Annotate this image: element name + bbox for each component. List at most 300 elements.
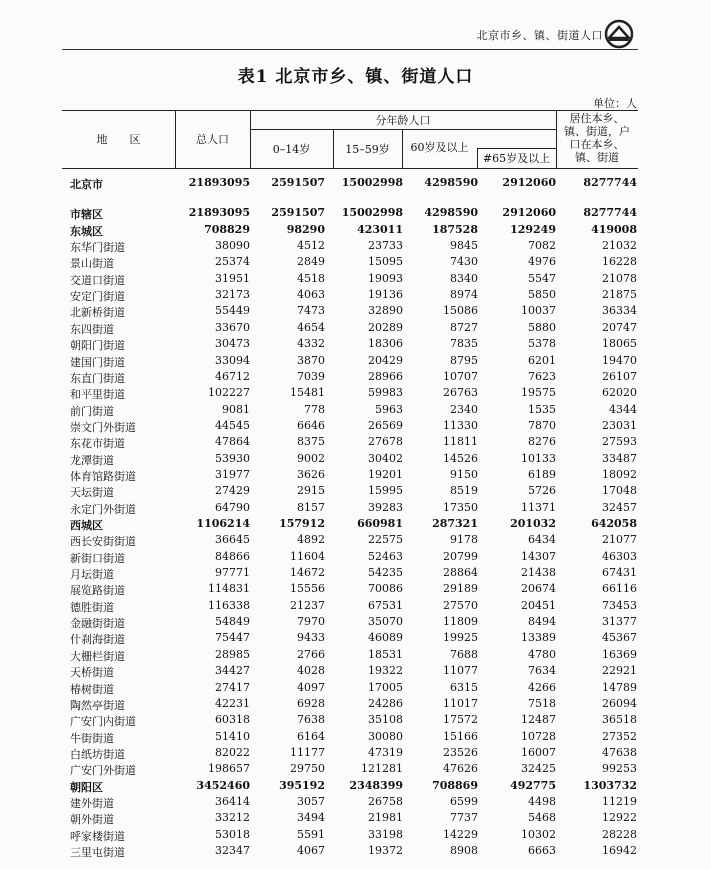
row-value-e: 26094 xyxy=(602,696,637,710)
row-area-name: 前门街道 xyxy=(70,404,114,418)
row-value-d: 7634 xyxy=(528,664,556,678)
row-value-e: 33487 xyxy=(602,451,637,465)
row-value-a: 778 xyxy=(304,402,325,416)
row-value-b: 30402 xyxy=(368,451,403,465)
row-value-a: 6164 xyxy=(297,729,325,743)
row-value-a: 98290 xyxy=(286,222,325,236)
row-value-a: 157912 xyxy=(279,517,325,530)
row-area-name: 广安门内街道 xyxy=(70,715,136,729)
row-value-c: 11330 xyxy=(443,418,478,432)
row-value-d: 16007 xyxy=(521,745,556,759)
row-area-name: 东华门街道 xyxy=(70,241,125,255)
publication-logo-icon xyxy=(604,19,634,49)
row-area-name: 陶然亭街道 xyxy=(70,698,125,712)
col-header-age-0-14: 0–14岁 xyxy=(272,143,311,156)
row-value-d: 7870 xyxy=(528,418,556,432)
row-area-name: 天坛街道 xyxy=(70,486,114,500)
row-value-b: 18306 xyxy=(368,337,403,351)
row-value-d: 19575 xyxy=(521,386,556,400)
row-area-name: 大栅栏街道 xyxy=(70,649,125,663)
row-value-e: 16942 xyxy=(602,844,637,857)
row-value-total: 33670 xyxy=(215,320,250,334)
row-value-b: 15002998 xyxy=(341,206,403,220)
row-value-d: 4498 xyxy=(528,794,556,808)
row-area-name: 展览路街道 xyxy=(70,584,125,598)
row-value-a: 14672 xyxy=(290,566,325,580)
row-value-a: 395192 xyxy=(279,778,325,792)
row-value-b: 19093 xyxy=(368,271,403,285)
row-value-a: 3057 xyxy=(297,794,325,808)
row-value-b: 67531 xyxy=(368,598,403,612)
row-value-e: 21077 xyxy=(602,533,637,547)
row-value-e: 73453 xyxy=(602,598,637,612)
row-value-total: 33094 xyxy=(215,353,250,367)
row-value-total: 82022 xyxy=(215,745,250,759)
row-value-total: 64790 xyxy=(215,500,250,514)
row-value-a: 9002 xyxy=(297,451,325,465)
row-value-b: 18531 xyxy=(368,647,403,661)
row-value-c: 4298590 xyxy=(424,176,478,189)
row-value-total: 36414 xyxy=(215,794,250,808)
row-value-c: 8795 xyxy=(450,353,478,367)
row-value-d: 7623 xyxy=(528,369,556,383)
row-value-c: 8519 xyxy=(450,484,478,498)
row-value-a: 8157 xyxy=(297,500,325,514)
col-header-total: 总人口 xyxy=(196,133,229,146)
row-area-name: 天桥街道 xyxy=(70,666,114,680)
row-area-name: 三里屯街道 xyxy=(70,846,125,859)
row-value-c: 9845 xyxy=(450,239,478,253)
row-area-name: 建外街道 xyxy=(70,796,114,810)
row-value-b: 19136 xyxy=(368,288,403,302)
row-value-b: 54235 xyxy=(368,566,403,580)
row-value-e: 36518 xyxy=(602,713,637,727)
row-value-a: 7970 xyxy=(297,615,325,629)
row-value-c: 7430 xyxy=(450,255,478,269)
row-value-total: 97771 xyxy=(215,566,250,580)
row-value-e: 27352 xyxy=(602,729,637,743)
row-area-name: 东花市街道 xyxy=(70,437,125,451)
row-value-b: 59983 xyxy=(368,386,403,400)
running-header: 北京市乡、镇、街道人口 xyxy=(476,29,603,42)
row-value-c: 7737 xyxy=(450,811,478,825)
row-value-d: 5726 xyxy=(528,484,556,498)
row-value-a: 3870 xyxy=(297,353,325,367)
col-divider xyxy=(556,110,557,168)
row-value-b: 33198 xyxy=(368,827,403,841)
row-value-total: 60318 xyxy=(215,713,250,727)
row-value-d: 20451 xyxy=(521,598,556,612)
row-value-e: 18092 xyxy=(602,467,637,481)
subheader-rule xyxy=(477,148,556,149)
row-value-a: 6646 xyxy=(297,418,325,432)
row-value-e: 419008 xyxy=(591,222,637,236)
row-value-b: 27678 xyxy=(368,435,403,449)
col-header-age-group: 分年龄人口 xyxy=(375,114,431,127)
row-value-b: 19201 xyxy=(368,467,403,481)
row-value-total: 38090 xyxy=(215,239,250,253)
row-value-total: 3452460 xyxy=(196,778,250,792)
row-value-d: 10302 xyxy=(521,827,556,841)
row-value-c: 8727 xyxy=(450,320,478,334)
row-value-d: 32425 xyxy=(521,762,556,776)
row-value-c: 17572 xyxy=(443,713,478,727)
row-area-name: 交道口街道 xyxy=(70,273,125,287)
row-value-b: 19322 xyxy=(368,664,403,678)
row-value-b: 30080 xyxy=(368,729,403,743)
row-value-c: 29189 xyxy=(443,582,478,596)
row-value-c: 708869 xyxy=(432,778,478,792)
row-value-d: 21438 xyxy=(521,566,556,580)
row-value-a: 11177 xyxy=(290,745,325,759)
row-area-name: 西城区 xyxy=(70,519,103,532)
row-value-total: 30473 xyxy=(215,337,250,351)
row-area-name: 牛街街道 xyxy=(70,731,114,745)
table-title: 表1 北京市乡、镇、街道人口 xyxy=(237,67,474,87)
row-value-b: 35108 xyxy=(368,713,403,727)
table-top-rule xyxy=(62,110,638,111)
row-value-e: 8277744 xyxy=(583,206,637,220)
row-value-a: 7638 xyxy=(297,713,325,727)
row-value-b: 26569 xyxy=(368,418,403,432)
row-value-c: 9150 xyxy=(450,467,478,481)
row-area-name: 椿树街道 xyxy=(70,682,114,696)
table-header-bottom-rule xyxy=(62,168,638,169)
row-value-e: 28228 xyxy=(602,827,637,841)
row-area-name: 北京市 xyxy=(70,178,103,191)
row-value-e: 14789 xyxy=(602,680,637,694)
row-value-c: 6315 xyxy=(450,680,478,694)
row-value-e: 642058 xyxy=(591,517,637,530)
row-value-b: 70086 xyxy=(368,582,403,596)
row-value-c: 28864 xyxy=(443,566,478,580)
row-value-d: 11371 xyxy=(521,500,556,514)
row-value-b: 2348399 xyxy=(349,778,403,792)
row-value-c: 7688 xyxy=(450,647,478,661)
row-area-name: 什刹海街道 xyxy=(70,633,125,647)
row-value-c: 27570 xyxy=(443,598,478,612)
row-area-name: 和平里街道 xyxy=(70,388,125,402)
row-value-e: 1303732 xyxy=(583,778,637,792)
row-value-a: 15481 xyxy=(290,386,325,400)
row-value-d: 129249 xyxy=(510,222,556,236)
row-area-name: 广安门外街道 xyxy=(70,764,136,778)
row-area-name: 新街口街道 xyxy=(70,551,125,565)
row-value-b: 23733 xyxy=(368,239,403,253)
col-header-area: 地 区 xyxy=(96,133,141,146)
row-value-b: 47319 xyxy=(368,745,403,759)
row-area-name: 永定门外街道 xyxy=(70,502,136,516)
row-value-total: 33212 xyxy=(215,811,250,825)
row-value-c: 10707 xyxy=(443,369,478,383)
row-value-d: 7518 xyxy=(528,696,556,710)
row-value-a: 15556 xyxy=(290,582,325,596)
row-value-e: 11219 xyxy=(602,794,637,808)
row-value-e: 26107 xyxy=(602,369,637,383)
row-value-d: 5378 xyxy=(528,337,556,351)
row-value-e: 66116 xyxy=(602,582,637,596)
row-value-d: 10133 xyxy=(521,451,556,465)
row-value-c: 14526 xyxy=(443,451,478,465)
row-value-c: 19925 xyxy=(443,631,478,645)
row-value-a: 5591 xyxy=(297,827,325,841)
row-value-e: 36334 xyxy=(602,304,637,318)
row-value-total: 27417 xyxy=(215,680,250,694)
row-area-name: 呼家楼街道 xyxy=(70,829,125,843)
row-value-e: 12922 xyxy=(602,811,637,825)
row-value-d: 8276 xyxy=(528,435,556,449)
row-value-c: 15086 xyxy=(443,304,478,318)
row-value-c: 26763 xyxy=(443,386,478,400)
row-value-a: 11604 xyxy=(290,549,325,563)
row-value-a: 3626 xyxy=(297,467,325,481)
row-value-d: 5880 xyxy=(528,320,556,334)
row-value-b: 22575 xyxy=(368,533,403,547)
row-value-a: 2915 xyxy=(297,484,325,498)
row-value-c: 20799 xyxy=(443,549,478,563)
row-value-total: 51410 xyxy=(215,729,250,743)
row-area-name: 崇文门外街道 xyxy=(70,420,136,434)
row-area-name: 北新桥街道 xyxy=(70,306,125,320)
row-value-b: 121281 xyxy=(361,762,403,776)
row-value-a: 2766 xyxy=(297,647,325,661)
row-value-a: 4097 xyxy=(297,680,325,694)
row-value-d: 13389 xyxy=(521,631,556,645)
row-area-name: 龙潭街道 xyxy=(70,453,114,467)
row-value-d: 6189 xyxy=(528,467,556,481)
row-value-e: 62020 xyxy=(602,386,637,400)
row-area-name: 体育馆路街道 xyxy=(70,469,136,483)
row-value-total: 53930 xyxy=(215,451,250,465)
row-value-d: 6434 xyxy=(528,533,556,547)
row-area-name: 朝阳区 xyxy=(70,780,103,794)
row-value-c: 8974 xyxy=(450,288,478,302)
row-value-total: 28985 xyxy=(215,647,250,661)
row-value-a: 7039 xyxy=(297,369,325,383)
row-value-total: 1106214 xyxy=(196,517,250,530)
row-value-total: 32173 xyxy=(215,288,250,302)
row-value-c: 47626 xyxy=(443,762,478,776)
row-value-b: 15995 xyxy=(368,484,403,498)
row-value-a: 4332 xyxy=(297,337,325,351)
row-area-name: 市辖区 xyxy=(70,208,103,222)
row-value-d: 20674 xyxy=(521,582,556,596)
row-value-b: 20289 xyxy=(368,320,403,334)
row-value-d: 8494 xyxy=(528,615,556,629)
row-value-b: 52463 xyxy=(368,549,403,563)
row-value-d: 14307 xyxy=(521,549,556,563)
row-value-a: 4512 xyxy=(297,239,325,253)
row-value-total: 31977 xyxy=(215,467,250,481)
row-value-c: 8908 xyxy=(450,844,478,857)
row-value-c: 187528 xyxy=(432,222,478,236)
row-value-e: 46303 xyxy=(602,549,637,563)
row-value-d: 10037 xyxy=(521,304,556,318)
row-value-d: 5468 xyxy=(528,811,556,825)
row-value-d: 1535 xyxy=(528,402,556,416)
row-value-total: 31951 xyxy=(215,271,250,285)
row-area-name: 月坛街道 xyxy=(70,568,114,582)
row-value-total: 25374 xyxy=(215,255,250,269)
row-value-a: 4892 xyxy=(297,533,325,547)
row-value-e: 21078 xyxy=(602,271,637,285)
row-value-c: 11809 xyxy=(443,615,478,629)
row-value-c: 15166 xyxy=(443,729,478,743)
row-value-c: 8340 xyxy=(450,271,478,285)
row-value-c: 11017 xyxy=(443,696,478,710)
row-value-c: 9178 xyxy=(450,533,478,547)
row-value-total: 116338 xyxy=(208,598,250,612)
row-value-e: 17048 xyxy=(602,484,637,498)
row-value-d: 2912060 xyxy=(502,206,556,220)
row-value-c: 6599 xyxy=(450,794,478,808)
row-value-b: 32890 xyxy=(368,304,403,318)
row-value-a: 4067 xyxy=(297,844,325,857)
row-value-d: 6201 xyxy=(528,353,556,367)
col-header-age-65-plus: #65岁及以上 xyxy=(482,152,551,165)
row-area-name: 东城区 xyxy=(70,224,103,238)
row-value-e: 16369 xyxy=(602,647,637,661)
row-value-e: 20747 xyxy=(602,320,637,334)
row-area-name: 东四街道 xyxy=(70,322,114,336)
row-value-total: 21893095 xyxy=(188,206,250,220)
row-value-c: 11077 xyxy=(443,664,478,678)
row-value-total: 32347 xyxy=(215,844,250,857)
row-value-a: 21237 xyxy=(290,598,325,612)
unit-label: 单位：人 xyxy=(593,97,637,110)
row-value-e: 32457 xyxy=(602,500,637,514)
row-area-name: 东直门街道 xyxy=(70,371,125,385)
row-value-c: 2340 xyxy=(450,402,478,416)
row-value-total: 114831 xyxy=(208,582,250,596)
row-value-c: 11811 xyxy=(443,435,478,449)
row-value-e: 27593 xyxy=(602,435,637,449)
header-rule xyxy=(62,49,638,50)
col-header-age-60-plus: 60岁及以上 xyxy=(410,141,469,154)
row-value-d: 4780 xyxy=(528,647,556,661)
row-value-d: 6663 xyxy=(528,844,556,857)
row-value-b: 35070 xyxy=(368,615,403,629)
row-value-a: 6928 xyxy=(297,696,325,710)
row-value-b: 5963 xyxy=(375,402,403,416)
row-value-e: 21875 xyxy=(602,288,637,302)
row-value-d: 492775 xyxy=(510,778,556,792)
row-area-name: 建国门街道 xyxy=(70,355,125,369)
row-value-b: 423011 xyxy=(357,222,403,236)
row-value-e: 99253 xyxy=(602,762,637,776)
row-area-name: 西长安街街道 xyxy=(70,535,136,549)
row-area-name: 景山街道 xyxy=(70,257,114,271)
row-value-e: 16228 xyxy=(602,255,637,269)
row-value-a: 2849 xyxy=(297,255,325,269)
row-value-a: 7473 xyxy=(297,304,325,318)
row-value-e: 45367 xyxy=(602,631,637,645)
row-area-name: 金融街街道 xyxy=(70,617,125,631)
row-value-b: 39283 xyxy=(368,500,403,514)
row-value-c: 287321 xyxy=(432,517,478,530)
row-value-e: 19470 xyxy=(602,353,637,367)
row-value-c: 14229 xyxy=(443,827,478,841)
row-value-e: 47638 xyxy=(602,745,637,759)
row-value-total: 55449 xyxy=(215,304,250,318)
row-value-e: 67431 xyxy=(602,566,637,580)
row-value-a: 2591507 xyxy=(271,176,325,189)
row-value-d: 201032 xyxy=(510,517,556,530)
row-value-d: 4266 xyxy=(528,680,556,694)
row-value-e: 8277744 xyxy=(583,176,637,189)
row-value-total: 46712 xyxy=(215,369,250,383)
row-value-b: 660981 xyxy=(357,517,403,530)
row-value-c: 23526 xyxy=(443,745,478,759)
row-value-c: 7835 xyxy=(450,337,478,351)
row-value-total: 21893095 xyxy=(188,176,250,189)
row-value-e: 23031 xyxy=(602,418,637,432)
row-value-b: 15095 xyxy=(368,255,403,269)
row-value-total: 84866 xyxy=(215,549,250,563)
row-value-total: 42231 xyxy=(215,696,250,710)
row-value-e: 22921 xyxy=(602,664,637,678)
row-value-total: 9081 xyxy=(222,402,250,416)
row-value-a: 8375 xyxy=(297,435,325,449)
row-value-d: 12487 xyxy=(521,713,556,727)
row-value-d: 2912060 xyxy=(502,176,556,189)
row-value-a: 29750 xyxy=(290,762,325,776)
row-value-d: 10728 xyxy=(521,729,556,743)
row-value-e: 31377 xyxy=(602,615,637,629)
col-header-resident: 居住本乡、镇、街道，户口在本乡、镇、街道 xyxy=(564,112,630,164)
row-value-a: 2591507 xyxy=(271,206,325,220)
row-value-total: 44545 xyxy=(215,418,250,432)
row-value-c: 4298590 xyxy=(424,206,478,220)
row-value-total: 708829 xyxy=(204,222,250,236)
row-area-name: 朝阳门街道 xyxy=(70,339,125,353)
row-value-total: 102227 xyxy=(208,386,250,400)
row-value-a: 4654 xyxy=(297,320,325,334)
row-value-d: 5850 xyxy=(528,288,556,302)
row-value-b: 28966 xyxy=(368,369,403,383)
row-value-a: 3494 xyxy=(297,811,325,825)
row-value-b: 19372 xyxy=(368,844,403,857)
row-area-name: 安定门街道 xyxy=(70,290,125,304)
row-value-b: 26758 xyxy=(368,794,403,808)
row-value-total: 34427 xyxy=(215,664,250,678)
row-value-e: 21032 xyxy=(602,239,637,253)
row-value-d: 5547 xyxy=(528,271,556,285)
subheader-rule xyxy=(250,129,556,130)
row-value-total: 47864 xyxy=(215,435,250,449)
row-value-a: 9433 xyxy=(297,631,325,645)
row-value-total: 53018 xyxy=(215,827,250,841)
row-area-name: 朝外街道 xyxy=(70,813,114,827)
row-value-total: 75447 xyxy=(215,631,250,645)
row-value-b: 21981 xyxy=(368,811,403,825)
row-value-e: 18065 xyxy=(602,337,637,351)
row-value-b: 15002998 xyxy=(341,176,403,189)
row-value-total: 54849 xyxy=(215,615,250,629)
row-value-b: 46089 xyxy=(368,631,403,645)
row-value-b: 17005 xyxy=(368,680,403,694)
row-value-c: 17350 xyxy=(443,500,478,514)
row-value-b: 24286 xyxy=(368,696,403,710)
col-header-age-15-59: 15–59岁 xyxy=(345,143,390,156)
row-value-total: 36645 xyxy=(215,533,250,547)
row-area-name: 白纸坊街道 xyxy=(70,747,125,761)
row-value-a: 4518 xyxy=(297,271,325,285)
row-value-total: 27429 xyxy=(215,484,250,498)
row-value-b: 20429 xyxy=(368,353,403,367)
row-value-d: 4976 xyxy=(528,255,556,269)
row-value-a: 4028 xyxy=(297,664,325,678)
